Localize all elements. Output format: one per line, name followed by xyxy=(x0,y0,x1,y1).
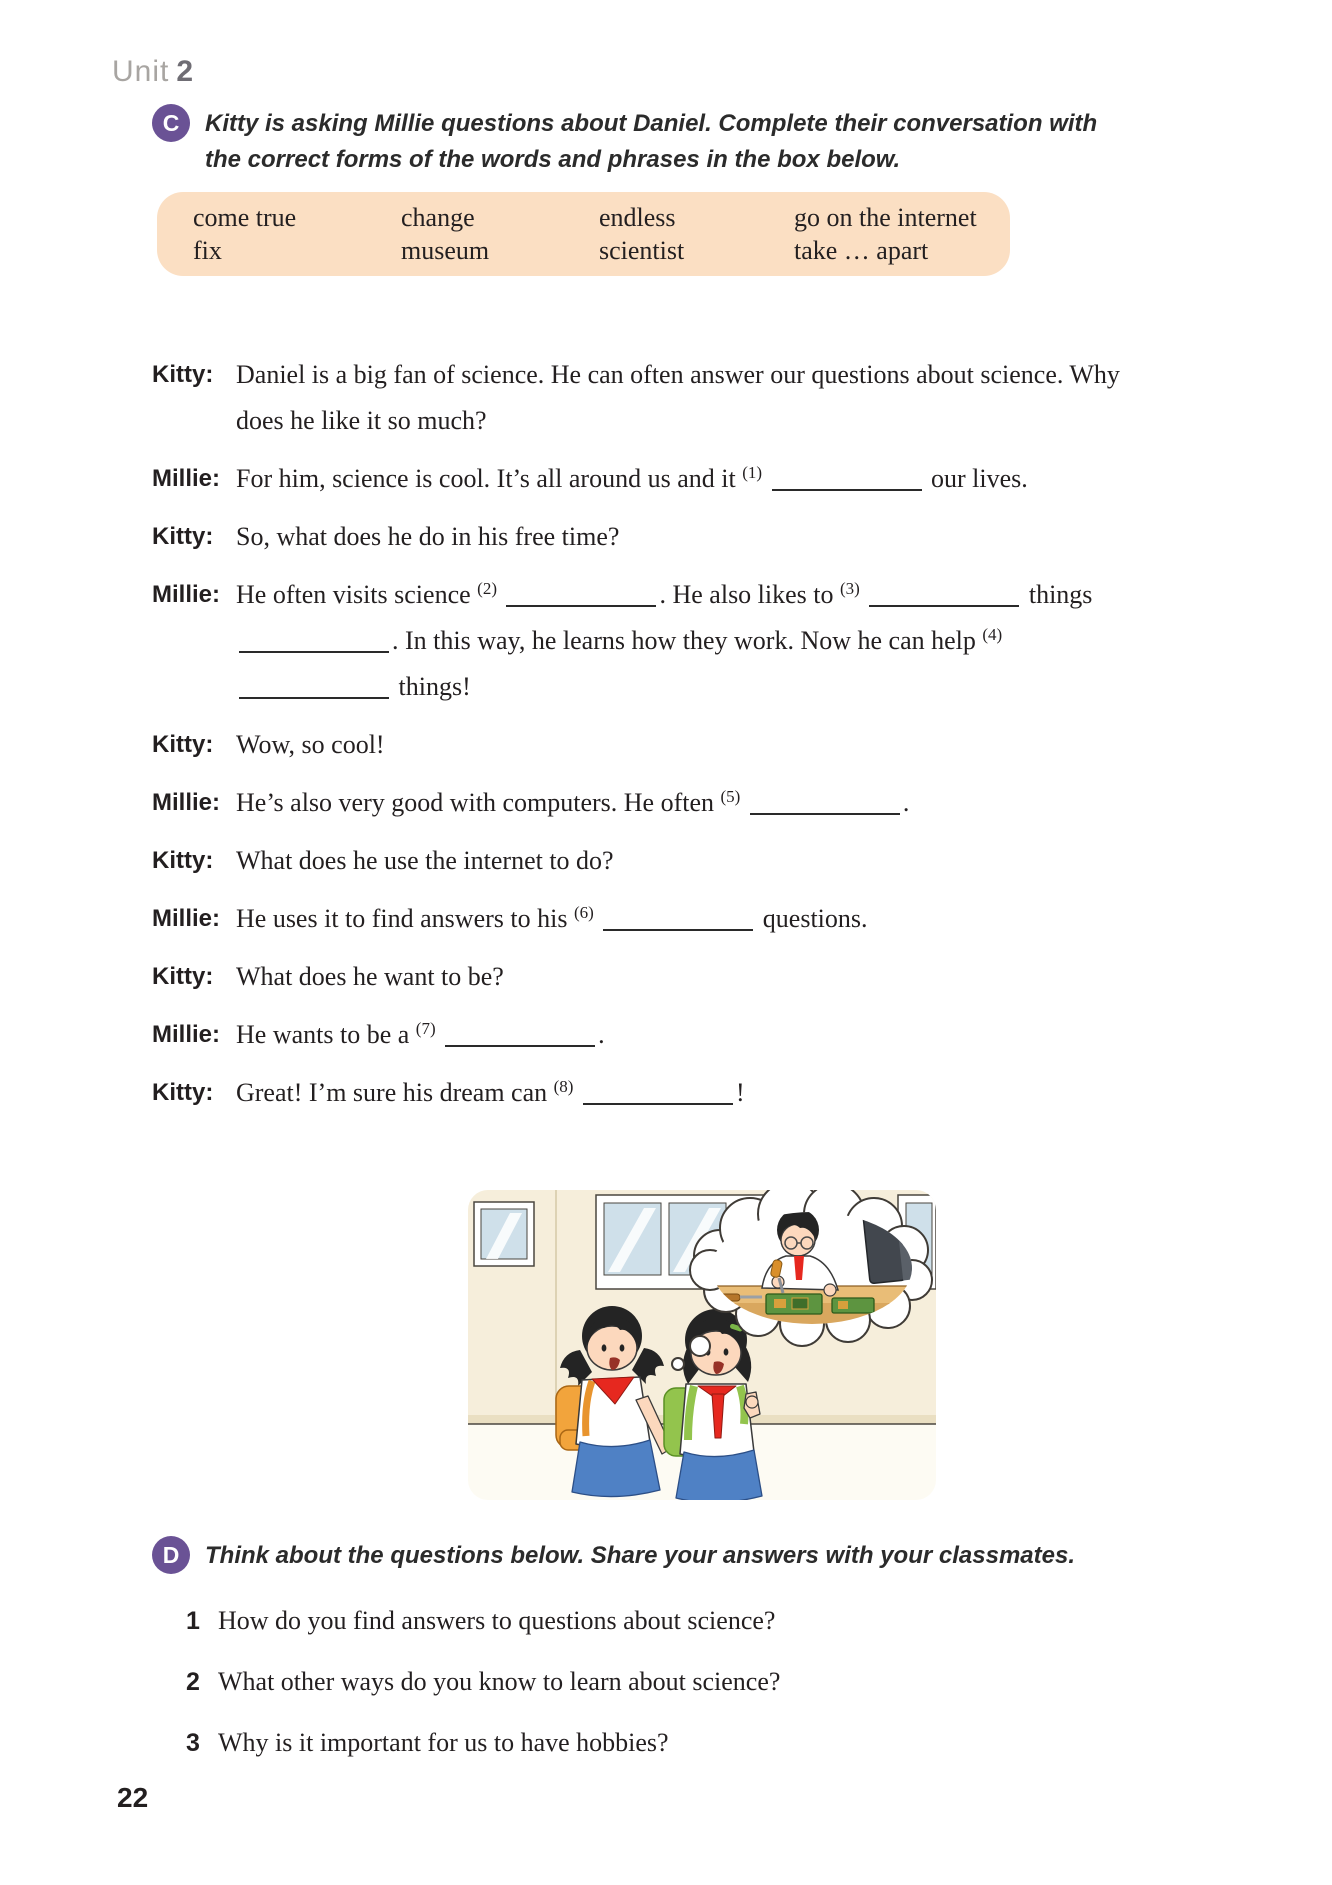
question-text: How do you find answers to questions about science? xyxy=(218,1606,776,1635)
word-box-item: go on the internet xyxy=(794,202,977,232)
unit-header xyxy=(112,55,194,89)
dialogue-text: So, what does he do in his free time? xyxy=(236,522,620,551)
question-row xyxy=(186,1598,1216,1644)
answer-blank xyxy=(506,587,656,607)
speaker-label: Kitty: xyxy=(152,523,214,550)
page-number: 22 xyxy=(117,1782,149,1813)
dialogue-turn xyxy=(152,1012,1152,1058)
dialogue-text: What does he want to be? xyxy=(236,962,504,991)
dialogue-text: For him, science is cool. It’s all around us and it $^{(1)}$ our lives. xyxy=(236,463,1028,493)
speaker-label: Kitty: xyxy=(152,361,214,388)
word-box-item: change xyxy=(401,202,475,232)
speaker-label: Kitty: xyxy=(152,847,214,874)
dialogue-turn xyxy=(152,838,1152,884)
dialogue-turn xyxy=(152,514,1152,560)
speaker-label: Millie: xyxy=(152,789,221,816)
unit-number: 2 xyxy=(176,55,195,88)
unit-label: Unit xyxy=(112,55,170,88)
word-box-item: come true xyxy=(193,202,297,232)
dialogue-turn xyxy=(152,572,1152,710)
dialogue-turn xyxy=(152,954,1152,1000)
question-row xyxy=(186,1720,1216,1766)
section-d-instruction: Think about the questions below. Share your answers with your classmates. xyxy=(205,1542,1075,1569)
dialogue-text: He often visits science $^{(2)}$ . He also likes to $^{(3)}$ things . In this way, he learns how they work. Now he can help $^{(4)}$ things! xyxy=(236,579,1093,701)
answer-blank xyxy=(445,1027,595,1047)
conversation-illustration xyxy=(468,1190,936,1500)
blank-number: (1) xyxy=(742,463,763,482)
answer-blank xyxy=(772,471,922,491)
dialogue-text: Great! I’m sure his dream can $^{(8)}$ ! xyxy=(236,1077,745,1107)
answer-blank xyxy=(583,1085,733,1105)
section-c-instruction: Kitty is asking Millie questions about Daniel. Complete their conversation with the correct forms of the words and phrases in the box below. xyxy=(205,110,1098,173)
answer-blank xyxy=(750,795,900,815)
blank-number: (7) xyxy=(415,1019,436,1038)
blank-number: (3) xyxy=(840,579,860,598)
word-box-item: fix xyxy=(193,235,222,265)
section-c-badge: C xyxy=(152,104,190,142)
section-c-heading xyxy=(152,106,1107,178)
blank-number: (6) xyxy=(573,903,594,922)
blank-number: (8) xyxy=(553,1077,574,1096)
word-phrase-box xyxy=(157,192,1010,276)
window-left xyxy=(474,1202,534,1266)
answer-blank xyxy=(603,911,753,931)
dialogue-text: Wow, so cool! xyxy=(236,730,385,759)
dialogue-text: He’s also very good with computers. He often $^{(5)}$ . xyxy=(236,787,910,817)
word-box-item: take … apart xyxy=(794,235,929,265)
speaker-label: Millie: xyxy=(152,581,221,608)
conversation xyxy=(152,352,1152,1128)
speaker-label: Millie: xyxy=(152,465,221,492)
question-number: 1 xyxy=(186,1607,200,1635)
answer-blank xyxy=(239,633,389,653)
word-box-item: endless xyxy=(599,202,676,232)
speaker-label: Kitty: xyxy=(152,1079,214,1106)
dialogue-turn xyxy=(152,896,1152,942)
question-number: 2 xyxy=(186,1668,200,1696)
blank-number: (4) xyxy=(982,625,1003,644)
answer-blank xyxy=(239,679,389,699)
dialogue-text: He uses it to find answers to his $^{(6)}$ questions. xyxy=(236,903,868,933)
section-d-heading xyxy=(152,1538,1182,1578)
dialogue-turn xyxy=(152,722,1152,768)
discussion-questions xyxy=(186,1598,1216,1781)
word-box-item: scientist xyxy=(599,235,685,265)
question-number: 3 xyxy=(186,1729,200,1757)
answer-blank xyxy=(869,587,1019,607)
dialogue-turn xyxy=(152,780,1152,826)
dialogue-turn xyxy=(152,352,1152,444)
speaker-label: Kitty: xyxy=(152,731,214,758)
dialogue-turn xyxy=(152,456,1152,502)
blank-number: (2) xyxy=(477,579,497,598)
question-row xyxy=(186,1659,1216,1705)
dialogue-text: He wants to be a $^{(7)}$ . xyxy=(236,1019,605,1049)
speaker-label: Kitty: xyxy=(152,963,214,990)
dialogue-text: Daniel is a big fan of science. He can often answer our questions about science. Why does he like it so much? xyxy=(236,360,1120,435)
dialogue-text: What does he use the internet to do? xyxy=(236,846,614,875)
blank-number: (5) xyxy=(720,787,741,806)
question-text: What other ways do you know to learn about science? xyxy=(218,1667,781,1696)
question-text: Why is it important for us to have hobbies? xyxy=(218,1728,669,1757)
section-d-badge: D xyxy=(152,1536,190,1574)
speaker-label: Millie: xyxy=(152,905,221,932)
dialogue-turn xyxy=(152,1070,1152,1116)
blue-skirt xyxy=(676,1450,762,1500)
word-box-item: museum xyxy=(401,235,490,265)
speaker-label: Millie: xyxy=(152,1021,221,1048)
blue-skirt xyxy=(572,1440,660,1497)
